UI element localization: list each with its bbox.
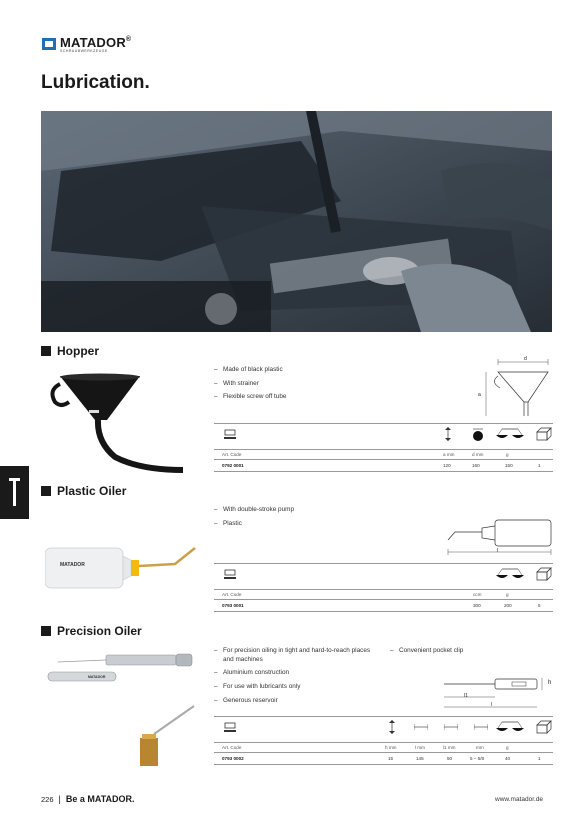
table-header: g [506,745,509,750]
table-cell: 145 [416,756,424,761]
diameter-dimension-icon [472,427,484,441]
feature-item: – With double-stroke pump [214,506,384,515]
plastic-oiler-spec-table [214,563,553,615]
height-dimension-icon [388,720,396,734]
footer-url-link[interactable]: www.matador.de [495,796,544,803]
table-header: g [506,592,509,597]
brand-logo [42,36,131,54]
footer-separator: | [58,794,61,804]
feature-item: – Flexible screw off tube [214,393,384,402]
feature-item: – Aluminium construction [214,669,382,678]
table-cell: 40 [505,756,511,761]
art-code: 0793 0002 [222,756,244,761]
precision-oiler-dimension-diagram [440,675,555,715]
weight-scale-icon [494,567,526,581]
hopper-spec-table [214,423,553,475]
package-icon [224,568,236,580]
dimension-label-l: l [491,702,493,708]
hopper-product-image [45,372,185,477]
width-dimension-icon [474,724,488,730]
feature-item: – For use with lubricants only [214,683,382,692]
precision-oiler-spec-table [214,716,553,768]
art-code: 0792 0001 [222,463,244,468]
table-cell: 50 [447,756,453,761]
feature-item: – Made of black plastic [214,366,384,375]
dimension-label-l1: l1 [464,693,468,699]
brand-name: MATADOR [60,35,126,50]
table-header: l1 mm [443,745,456,750]
section-bullet-icon [41,346,51,356]
feature-item: – Convenient pocket clip [390,647,520,656]
section-hopper [41,344,99,358]
table-cell: 300 [473,603,481,608]
table-cell: 1 [538,756,541,761]
dimension-label-a: a [478,392,481,398]
table-cell: 200 [504,603,512,608]
table-cell: 15 [388,756,394,761]
length-l1-dimension-icon [444,724,458,730]
table-cell: 1 [538,463,541,468]
precision-oiler-product-image [44,646,204,766]
table-cell: 5 – 5/8 [470,756,485,761]
section-tab-marker [0,466,29,519]
section-title: Hopper [57,344,99,358]
dimension-label-h: h [548,680,552,686]
feature-item: – With strainer [214,380,384,389]
feature-item: – Generous reservoir [214,697,382,706]
box-quantity-icon [536,567,552,581]
feature-item: – Plastic [214,520,384,529]
brand-subtitle: SCHRAUBWERKZEUGE [60,49,108,53]
page-number: 226 [41,794,54,804]
oiler-brand-label: MATADOR [60,562,85,568]
table-header: g [506,452,509,457]
section-bullet-icon [41,486,51,496]
weight-scale-icon [494,427,526,441]
oiler-brand-label: MATADOR [88,675,106,679]
table-cell: 120 [443,463,451,468]
section-title: Precision Oiler [57,624,142,638]
logo-mark-icon [42,38,56,50]
table-header: mm [476,745,484,750]
section-precision-oiler [41,624,142,638]
weight-scale-icon [494,720,526,734]
table-header: a mm [443,452,455,457]
box-quantity-icon [536,427,552,441]
height-dimension-icon [444,427,452,441]
hopper-dimension-diagram [480,354,555,424]
dimension-label-d: d [524,356,527,362]
hero-photo [41,111,552,332]
table-header: l mm [415,745,425,750]
precision-oiler-feature-list [214,647,382,710]
plastic-oiler-feature-list [214,506,384,533]
section-bullet-icon [41,626,51,636]
page-footer [41,794,135,804]
feature-item: – For precision oiling in tight and hard-to-reach places and machines [214,647,382,664]
box-quantity-icon [536,720,552,734]
page-title: Lubrication. [41,72,150,93]
table-header: Art. Code [222,452,242,457]
table-header: h mm [385,745,397,750]
table-cell: 160 [472,463,480,468]
table-cell: 150 [505,463,513,468]
footer-slogan: Be a MATADOR. [65,794,135,804]
dimension-label-l: l [497,548,499,554]
package-icon [224,721,236,733]
table-header: ccm [473,592,482,597]
table-cell: 5 [538,603,541,608]
length-dimension-icon [414,724,428,730]
brand-registered: ® [125,36,132,43]
table-header: Art. Code [222,592,242,597]
table-header: Art. Code [222,745,242,750]
section-title: Plastic Oiler [57,484,127,498]
table-header: d mm [472,452,484,457]
engine-bay-illustration [41,111,552,332]
package-icon [224,428,236,440]
art-code: 0793 0001 [222,603,244,608]
section-plastic-oiler [41,484,126,498]
hopper-feature-list [214,366,384,407]
precision-oiler-feature-list-2 [390,647,520,661]
